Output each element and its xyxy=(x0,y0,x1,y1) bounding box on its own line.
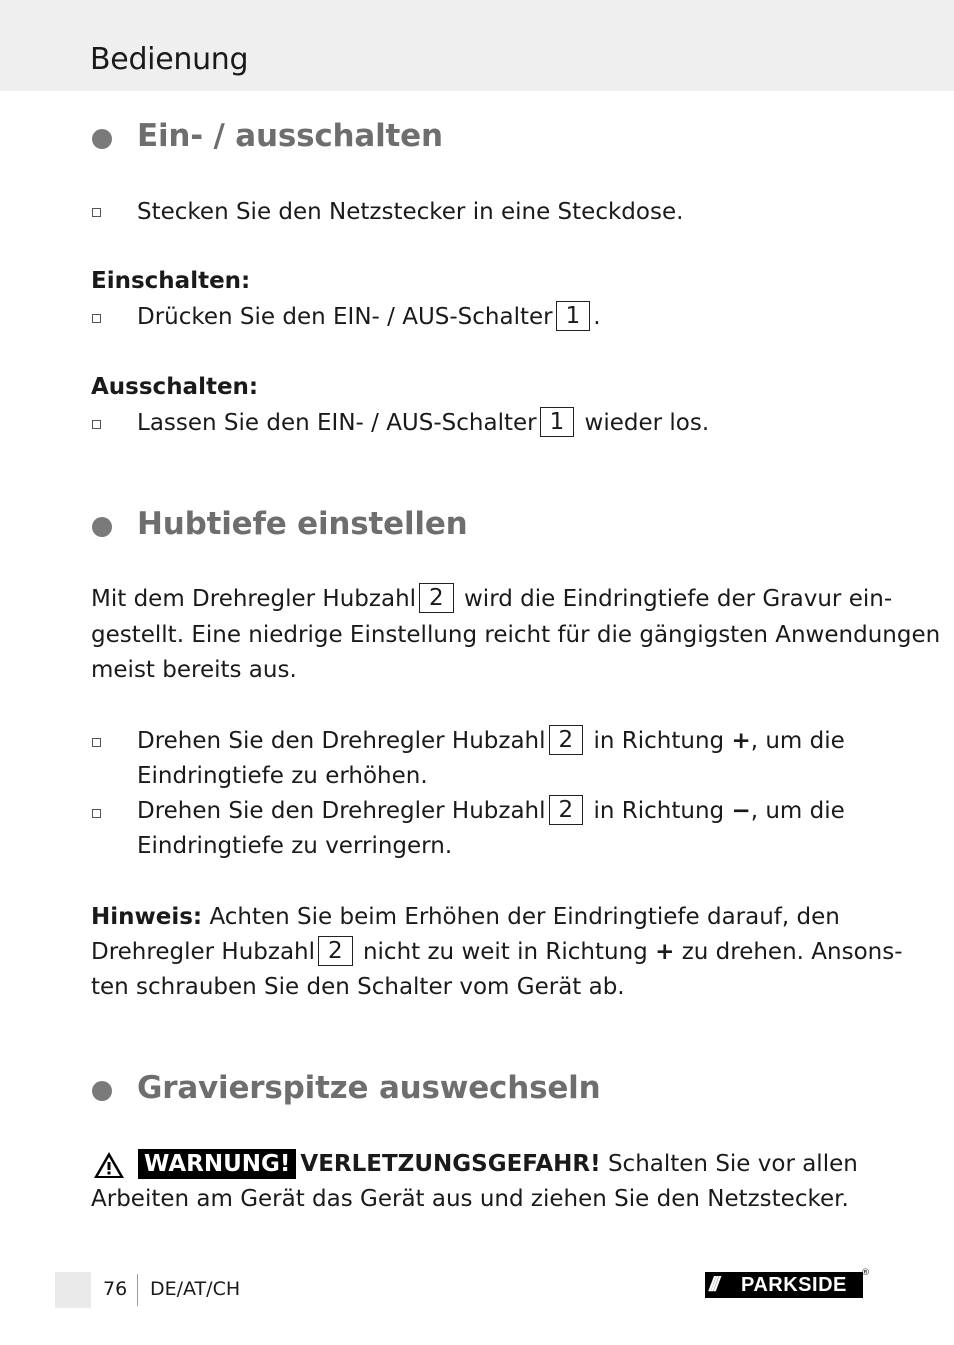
component-ref-2: 2 xyxy=(318,936,353,966)
note-text-2a: Drehregler Hubzahl xyxy=(91,939,316,965)
registered-mark: ® xyxy=(861,1268,870,1278)
section-title-ein-ausschalten: Ein- / ausschalten xyxy=(137,118,443,154)
heading-ausschalten: Ausschalten: xyxy=(91,374,259,400)
bullet-decrease-text: Drehen Sie den Drehregler Hubzahl xyxy=(137,798,546,824)
component-ref-1: 1 xyxy=(540,407,575,437)
section-title-hubtiefe: Hubtiefe einstellen xyxy=(137,506,468,542)
section-title-gravierspitze: Gravierspitze auswechseln xyxy=(137,1070,601,1106)
footer-locale: DE/AT/CH xyxy=(150,1278,241,1300)
page-header-title: Bedienung xyxy=(90,42,249,77)
component-ref-1: 1 xyxy=(556,301,591,331)
bullet-decrease-end: , um die xyxy=(750,798,845,824)
bullet-increase-direction: in Richtung xyxy=(593,728,725,754)
note-line-3: ten schrauben Sie den Schalter vom Gerät ab. xyxy=(91,974,625,1000)
bullet-decrease-line2: Eindringtiefe zu verringern. xyxy=(137,833,453,859)
bullet-square-icon xyxy=(92,314,101,323)
plus-sign: + xyxy=(731,728,751,754)
plus-sign: + xyxy=(655,939,675,965)
bullet-square-icon xyxy=(92,809,101,818)
step-switch-on-end: . xyxy=(593,304,601,330)
bullet-square-icon xyxy=(92,208,101,217)
note-text: Achten Sie beim Erhöhen der Eindringtiefe darauf, den xyxy=(209,904,840,930)
warning-line-1 xyxy=(138,1147,858,1182)
section-dot-icon xyxy=(92,129,112,149)
note-label: Hinweis: xyxy=(91,904,203,930)
bullet-square-icon xyxy=(92,738,101,747)
warning-line-2: Arbeiten am Gerät das Gerät aus und ziehen Sie den Netzstecker. xyxy=(91,1186,849,1212)
bullet-increase-line1 xyxy=(137,724,845,759)
bullet-increase-end: , um die xyxy=(750,728,845,754)
note-text-2c: zu drehen. Ansons- xyxy=(681,939,903,965)
bullet-decrease-line1 xyxy=(137,794,845,829)
note-text-2b: nicht zu weit in Richtung xyxy=(362,939,648,965)
note-line-2 xyxy=(91,935,903,970)
logo-slashes: /// xyxy=(709,1273,717,1296)
footer-tab xyxy=(55,1272,91,1308)
bullet-square-icon xyxy=(92,420,101,429)
section-dot-icon xyxy=(92,517,112,537)
section-dot-icon xyxy=(92,1081,112,1101)
minus-sign: − xyxy=(731,798,751,824)
step-switch-off xyxy=(137,406,709,441)
parkside-logo xyxy=(705,1272,863,1298)
heading-einschalten: Einschalten: xyxy=(91,268,251,294)
intro-text: Mit dem Drehregler Hubzahl xyxy=(91,586,417,612)
component-ref-2: 2 xyxy=(549,725,584,755)
step-switch-off-end: wieder los. xyxy=(584,410,710,436)
bullet-increase-line2: Eindringtiefe zu erhöhen. xyxy=(137,763,428,789)
warning-triangle-icon xyxy=(92,1150,126,1180)
step-switch-off-text: Lassen Sie den EIN- / AUS-Schalter xyxy=(137,410,537,436)
step-switch-on xyxy=(137,300,601,335)
bullet-decrease-direction: in Richtung xyxy=(593,798,725,824)
warning-hazard: VERLETZUNGSGEFAHR! xyxy=(300,1151,601,1177)
warning-badge: WARNUNG! xyxy=(138,1149,296,1179)
step-plug-in: Stecken Sie den Netzstecker in eine Steckdose. xyxy=(137,199,684,225)
component-ref-2: 2 xyxy=(549,795,584,825)
logo-text: PARKSIDE xyxy=(741,1273,847,1296)
footer-divider xyxy=(137,1274,138,1306)
intro-text-cont: wird die Eindringtiefe der Gravur ein- xyxy=(464,586,893,612)
intro-line-1 xyxy=(91,582,892,617)
intro-line-2: gestellt. Eine niedrige Einstellung reicht für die gängigsten Anwendungen xyxy=(91,622,941,648)
component-ref-2: 2 xyxy=(419,583,454,613)
note-line-1 xyxy=(91,900,840,935)
bullet-increase-text: Drehen Sie den Drehregler Hubzahl xyxy=(137,728,546,754)
warning-text: Schalten Sie vor allen xyxy=(607,1151,858,1177)
intro-line-3: meist bereits aus. xyxy=(91,657,297,683)
step-switch-on-text: Drücken Sie den EIN- / AUS-Schalter xyxy=(137,304,553,330)
page-number: 76 xyxy=(103,1278,128,1300)
